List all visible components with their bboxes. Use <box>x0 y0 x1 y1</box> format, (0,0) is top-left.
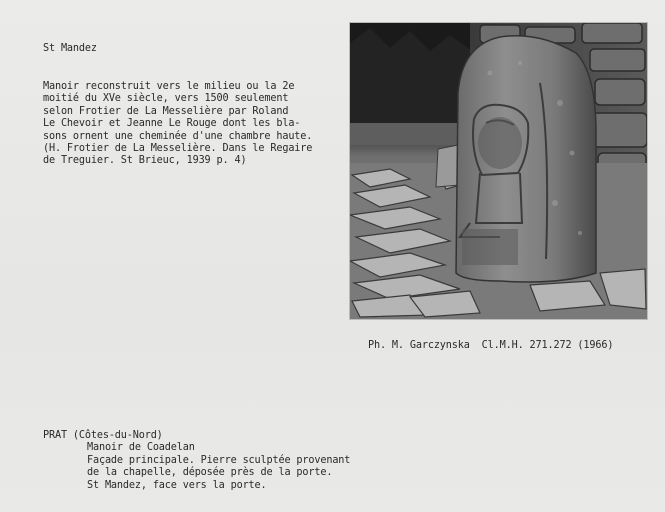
description-line: Manoir reconstruit vers le milieu ou la 2e <box>43 81 295 92</box>
description-line: (H. Frotier de La Messelière. Dans le Regaire <box>43 143 313 155</box>
caption-line: St Mandez, face vers la porte. <box>87 479 267 491</box>
description-line: sons ornent une cheminée d'une chambre haute. <box>43 130 313 142</box>
caption-line: Façade principale. Pierre sculptée provenant <box>87 454 351 466</box>
card-heading: St Mandez <box>43 43 97 54</box>
description-block <box>43 81 312 168</box>
caption-location: PRAT (Côtes-du-Nord) <box>43 430 163 441</box>
description-line: moitié du XVe siècle, vers 1500 seulement <box>43 93 289 105</box>
carved-stone-photo <box>350 23 647 319</box>
caption-block <box>43 430 350 492</box>
description-line: de Treguier. St Brieuc, 1939 p. 4) <box>43 155 247 167</box>
description-line: Le Chevoir et Jeanne Le Rouge dont les bla- <box>43 118 301 130</box>
caption-line: de la chapelle, déposée près de la porte. <box>87 467 333 479</box>
description-line: selon Frotier de La Messelière par Roland <box>43 105 289 117</box>
caption-line: Manoir de Coadelan <box>87 442 195 454</box>
photo-credit: Ph. M. Garczynska Cl.M.H. 271.272 (1966) <box>368 340 614 351</box>
